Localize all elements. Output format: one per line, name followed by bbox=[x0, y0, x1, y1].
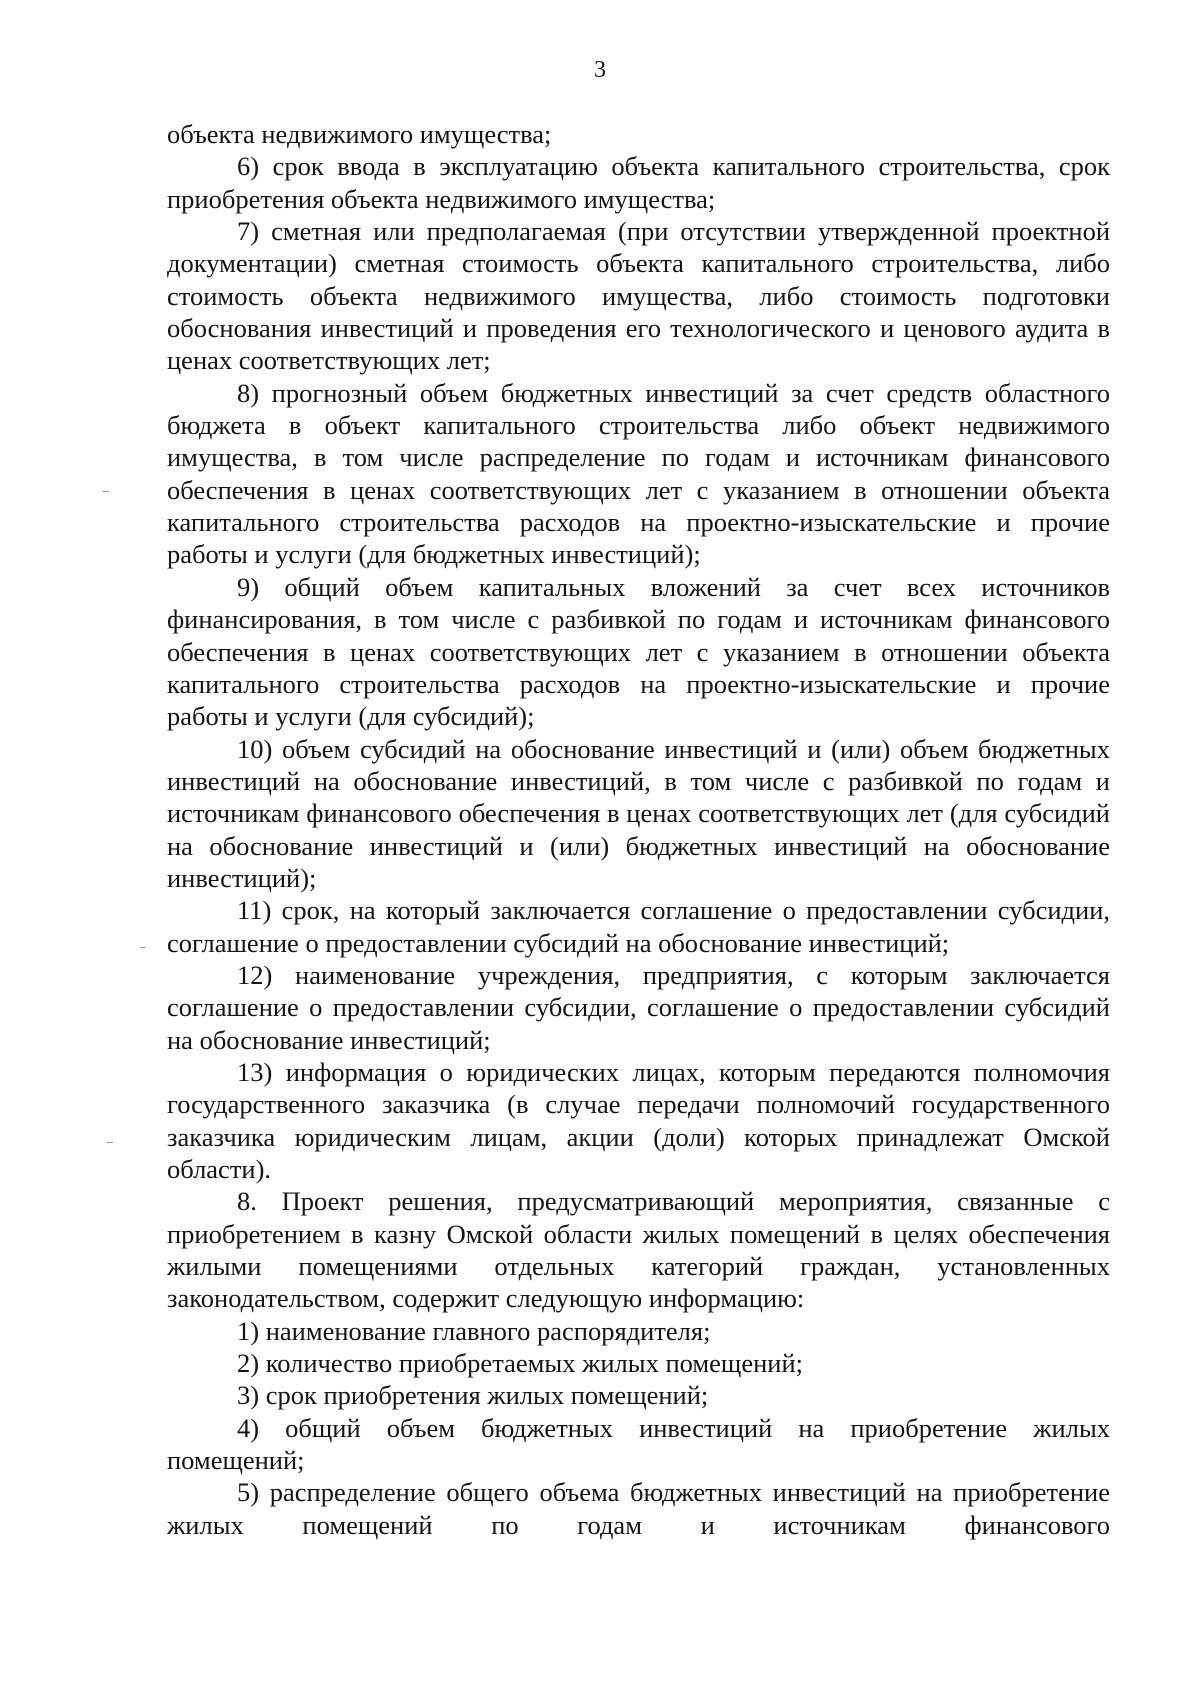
paragraph: 9) общий объем капитальных вложений за счет всех источников финансирования, в том числе с разбивкой по годам и источникам финансового обеспечения в ценах соответствующих лет с указанием в отношении объекта капитального строительства расходов на проектно-изыскательские и прочие работы и услуги (для субсидий); bbox=[167, 571, 1110, 732]
paragraph: 8) прогнозный объем бюджетных инвестиций за счет средств областного бюджета в объект капитального строительства либо объект недвижимого имущества, в том числе распределение по годам и источникам финансового обеспечения в ценах соответствующих лет с указанием в отношении объекта капитального строительства расходов на проектно-изыскательские и прочие работы и услуги (для бюджетных инвестиций); bbox=[167, 377, 1110, 570]
paragraph: 12) наименование учреждения, предприятия, с которым заключается соглашение о предоставлении субсидии, соглашение о предоставлении субсидий на обоснование инвестиций; bbox=[167, 959, 1110, 1055]
scan-artifact bbox=[140, 947, 145, 948]
list-item: 5) распределение общего объема бюджетных инвестиций на приобретение жилых помещений по годам и источникам финансового bbox=[167, 1477, 1110, 1540]
paragraph: 7) сметная или предполагаемая (при отсутствии утвержденной проектной документации) сметная стоимость объекта капитального строительства, либо стоимость объекта недвижимого имущества, либо стоимость подготовки обоснования инвестиций и проведения его технологического и ценового аудита в ценах соответствующих лет; bbox=[167, 216, 1110, 376]
paragraph: объекта недвижимого имущества; bbox=[167, 119, 552, 149]
document-body bbox=[167, 118, 1110, 1541]
list-item: 4) общий объем бюджетных инвестиций на приобретение жилых помещений; bbox=[167, 1412, 1110, 1476]
paragraph: 10) объем субсидий на обоснование инвестиций и (или) объем бюджетных инвестиций на обоснование инвестиций, в том числе с разбивкой по годам и источникам финансового обеспечения в ценах соответствующих лет (для субсидий на обоснование инвестиций и (или) бюджетных инвестиций на обоснование инвестиций); bbox=[167, 733, 1110, 893]
paragraph: 13) информация о юридических лицах, которым передаются полномочия государственного заказчика (в случае передачи полномочий государственного заказчика юридическим лицам, акции (доли) которых принадлежат Омской области). bbox=[167, 1056, 1110, 1184]
paragraph: 11) срок, на который заключается соглашение о предоставлении субсидии, соглашение о предоставлении субсидий на обоснование инвестиций; bbox=[167, 895, 1110, 958]
list-item: 3) срок приобретения жилых помещений; bbox=[237, 1380, 709, 1411]
scan-artifact bbox=[107, 1142, 113, 1143]
page-number: 3 bbox=[594, 57, 606, 83]
list-item: 2) количество приобретаемых жилых помещений; bbox=[237, 1348, 803, 1379]
paragraph: 8. Проект решения, предусматривающий мероприятия, связанные с приобретением в казну Омской области жилых помещений в целях обеспечения жилыми помещениями отдельных категорий граждан, установленных законодательством, содержит следующую информацию: bbox=[167, 1186, 1110, 1314]
list-item: 1) наименование главного распорядителя; bbox=[237, 1315, 711, 1346]
scan-artifact bbox=[103, 491, 109, 492]
paragraph: 6) срок ввода в эксплуатацию объекта капитального строительства, срок приобретения объекта недвижимого имущества; bbox=[167, 151, 1110, 214]
